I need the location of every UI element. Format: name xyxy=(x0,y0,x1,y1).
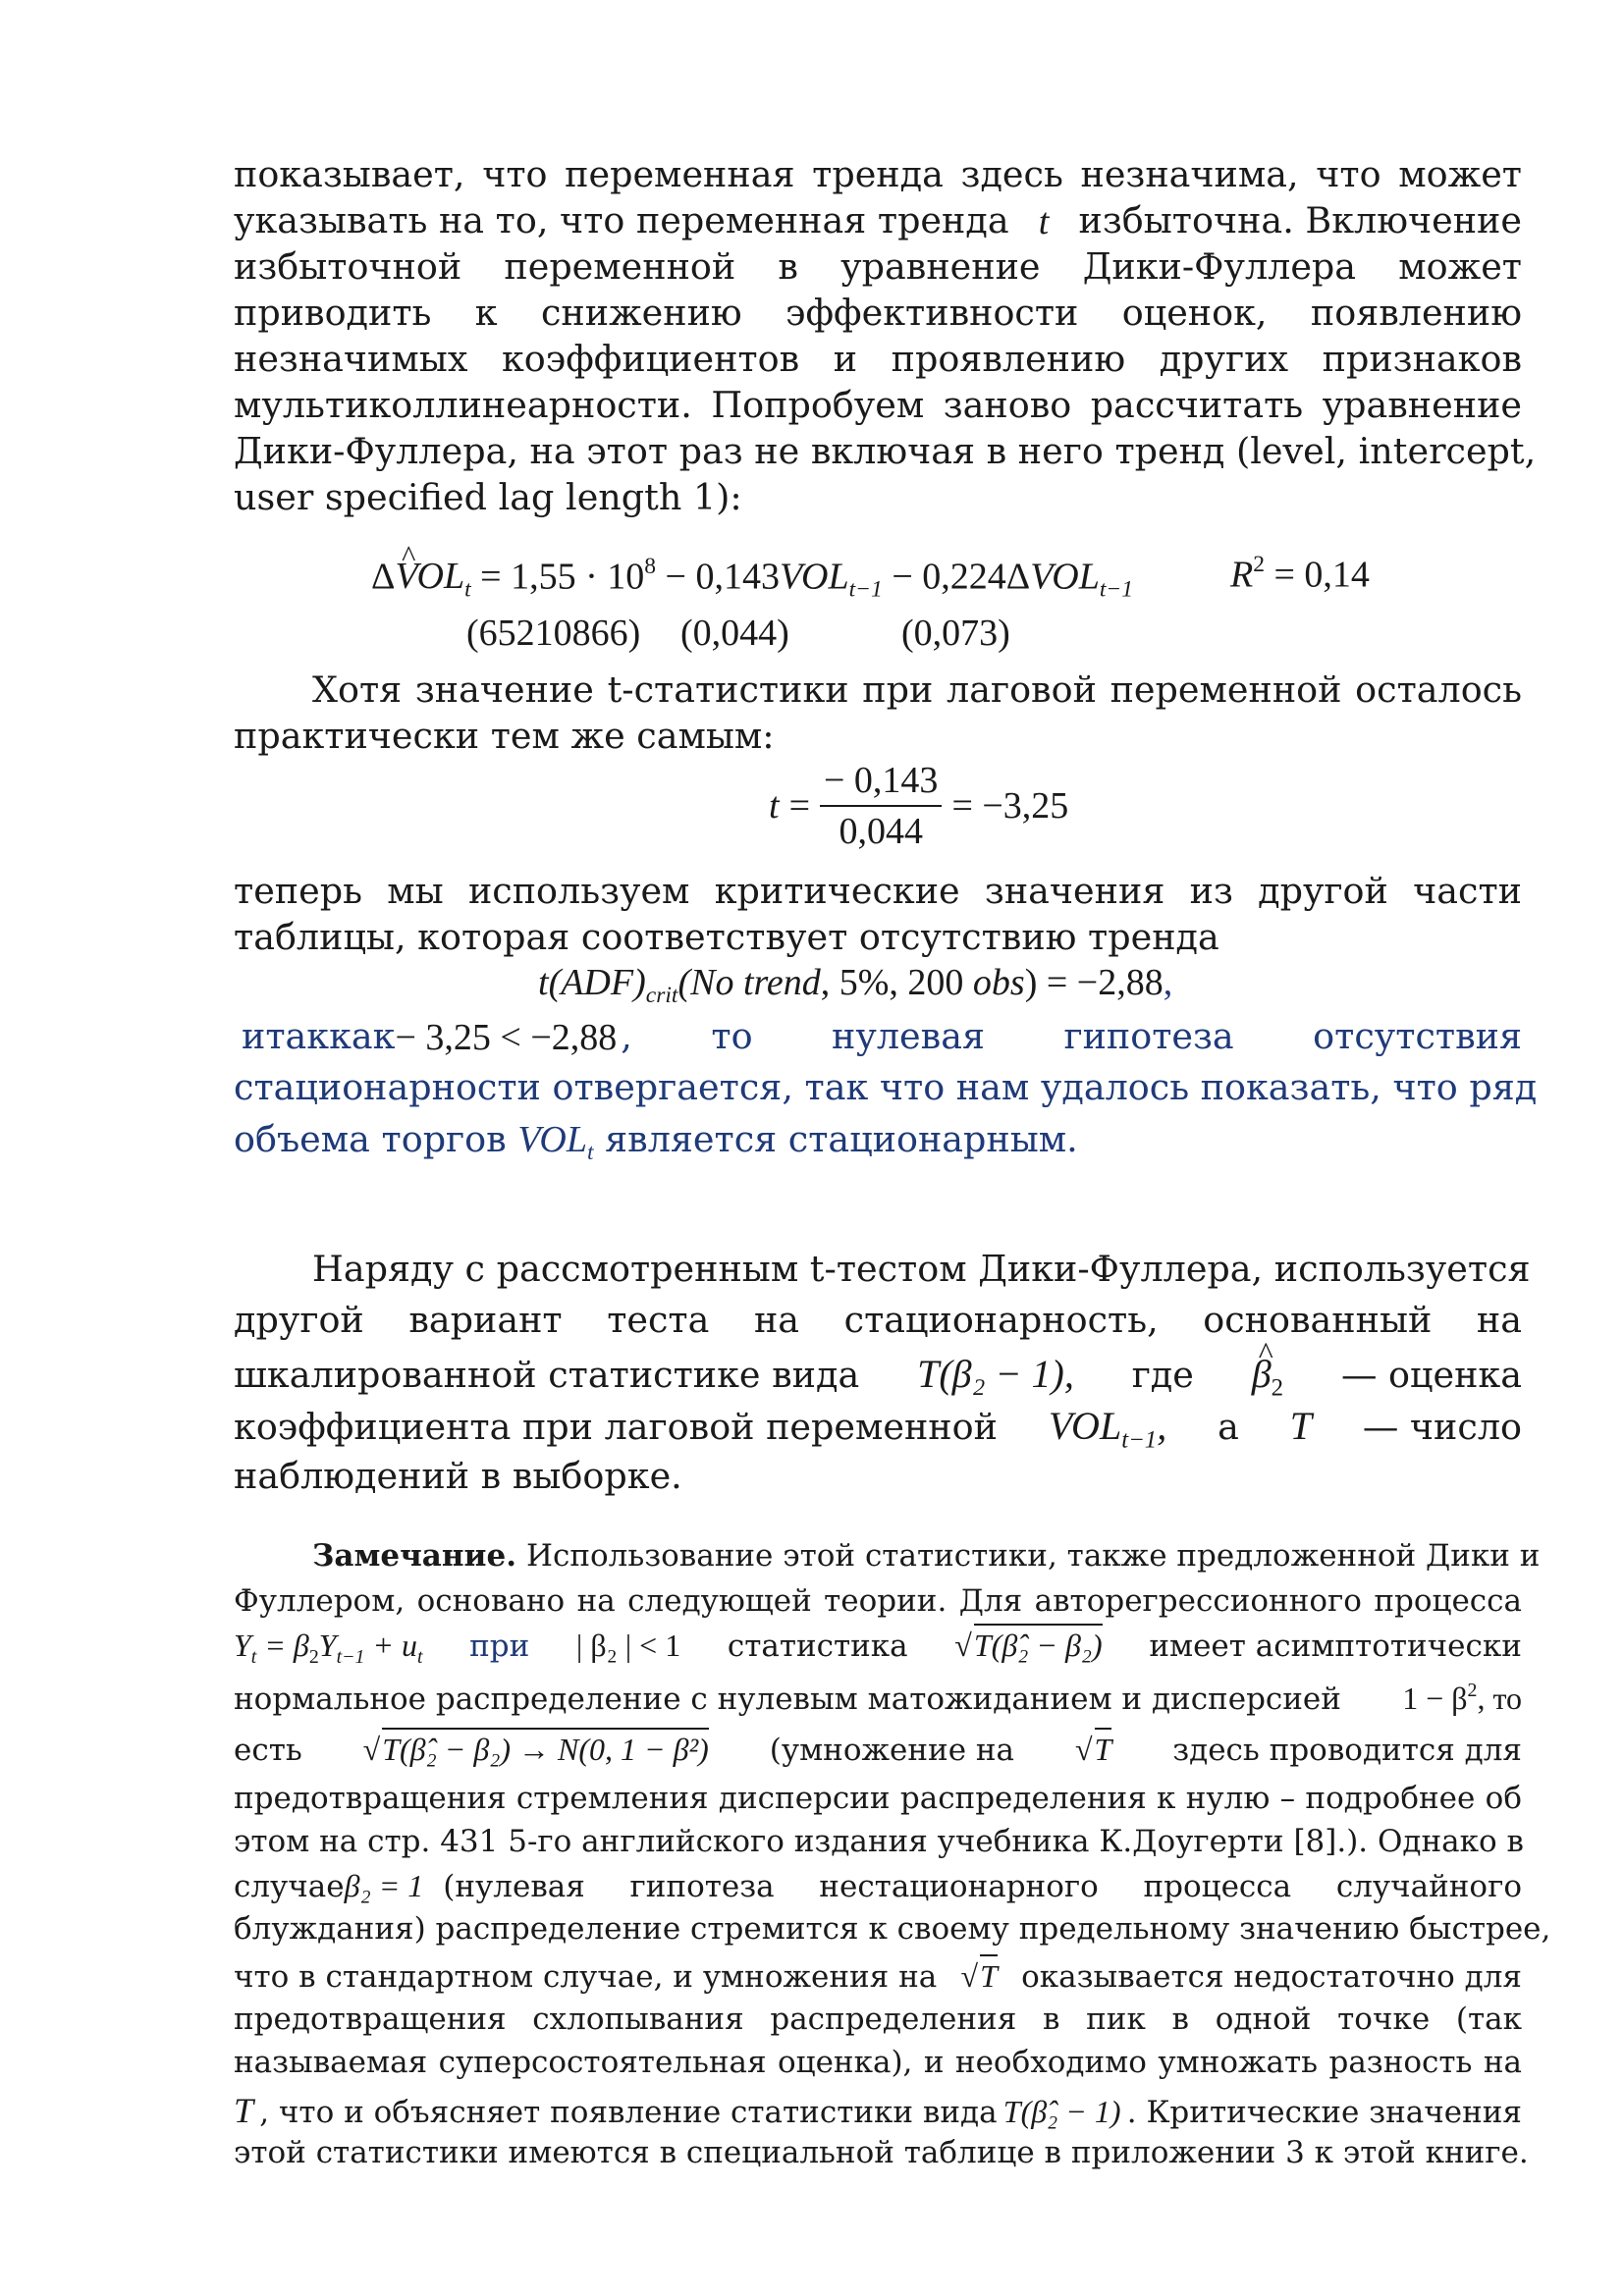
p4-word-and: и xyxy=(242,1015,266,1057)
paragraph1-line2 xyxy=(234,199,1522,242)
remark-line7: этом на стр. 431 5-го английского издания учебника К.Доугерти [8].). Однако в xyxy=(234,1824,1525,1859)
lhs-variable: ^ VOL xyxy=(395,558,464,595)
paragraph1-line4: приводить к снижению эффективности оценок, появлению xyxy=(234,292,1522,334)
paragraph1-line3: избыточной переменной в уравнение Дики-Фуллера может xyxy=(234,245,1522,288)
t-numerator: − 0,143 xyxy=(820,762,942,807)
remark-case: случае xyxy=(234,1869,345,1904)
p4-vol xyxy=(517,1119,594,1166)
remark-line13 xyxy=(234,2093,1522,2128)
remark-line13-text: , что и объясняет появление статистики вида xyxy=(259,2095,998,2130)
remark-line11: предотвращения схлопывания распределения в пик в одной точке (так xyxy=(234,2002,1522,2037)
sqrt-T-content: T xyxy=(1095,1728,1112,1767)
paragraph4-line1 xyxy=(234,1015,1522,1058)
intercept-exponent: 8 xyxy=(644,554,657,579)
diff-variable: VOL xyxy=(1030,556,1100,598)
p5-where: где xyxy=(1131,1354,1194,1396)
remark-asymptotic: имеет асимптотически xyxy=(1149,1629,1522,1664)
remark-multiply: (умножение на xyxy=(769,1733,1015,1768)
trend-variable: t xyxy=(1038,201,1050,242)
remark-that-is: есть xyxy=(234,1733,302,1768)
remark-T: T xyxy=(234,2091,254,2130)
remark-line4-text: нормальное распределение с нулевым матожиданием и дисперсией xyxy=(234,1681,1341,1717)
t-denominator: 0,044 xyxy=(839,811,923,852)
remark-condition: | β₂ | < 1 xyxy=(575,1628,681,1663)
remark-line5-end: здесь проводится для xyxy=(1172,1733,1522,1768)
paragraph5-line1: Наряду с рассмотренным t-тестом Дики-Фуллера, используется xyxy=(312,1248,1531,1290)
lag-subscript: t−1 xyxy=(848,576,883,603)
remark-line4-end: , то xyxy=(1477,1680,1522,1716)
r2-value: = 0,14 xyxy=(1265,554,1370,596)
p4-vol-sub: t xyxy=(586,1140,594,1166)
remark-line10-start: что в стандартном случае, и умножения на xyxy=(234,1959,938,1995)
p5-T: T xyxy=(1289,1404,1312,1448)
lag-variable: VOL xyxy=(779,556,849,598)
remark-sqrt-content: T(β̂₂ − β₂) xyxy=(974,1624,1103,1663)
paragraph5-line4 xyxy=(234,1404,1522,1454)
p5-beta-hat xyxy=(1251,1352,1284,1402)
remark-statistic: статистика xyxy=(727,1629,908,1664)
remark-variance: $1 - \beta^2$, то xyxy=(1402,1680,1522,1716)
p5-vol-var: VOL xyxy=(1048,1404,1122,1448)
remark-line2: Фуллером, основано на следующей теории. Для авторегрессионного процесса xyxy=(234,1583,1522,1619)
p4-inequality: − 3,25 < −2,88 xyxy=(395,1017,618,1058)
lhs-subscript: t xyxy=(464,576,471,603)
no-trend-arg: (No trend xyxy=(677,962,821,1003)
obs-label: obs xyxy=(972,962,1025,1003)
p5-beta-sub: 2 xyxy=(1271,1374,1284,1402)
p5-vol-lag xyxy=(1048,1404,1167,1454)
r-squared xyxy=(1230,552,1370,596)
remark-line3 xyxy=(234,1629,1522,1668)
paragraph3-line1: теперь мы используем критические значения из другой части xyxy=(234,870,1522,912)
p5-line4-start: коэффициента при лаговой переменной xyxy=(234,1406,998,1448)
paragraph5-line5: наблюдений в выборке. xyxy=(234,1455,682,1497)
remark-line10-end: оказывается недостаточно для xyxy=(1021,1959,1522,1995)
remark-sqrt-T2: √T xyxy=(961,1960,998,1992)
remark-sqrt-expr: √T(β̂₂ − β₂) xyxy=(954,1629,1102,1661)
variance-expr: 1 − β xyxy=(1402,1680,1468,1716)
paragraph1-line6: мультиколлинеарности. Попробуем заново рассчитать уравнение xyxy=(234,384,1522,426)
remark-unit-root: β₂ = 1 xyxy=(344,1868,424,1903)
r2-exponent: 2 xyxy=(1253,552,1265,577)
p5-and: а xyxy=(1218,1406,1239,1448)
equals-sign: = xyxy=(788,785,810,827)
remark-line1-text: Использование этой статистики, также предложенной Дики и xyxy=(525,1538,1541,1574)
diff-coefficient: − 0,224Δ xyxy=(882,556,1031,598)
t-statistic-equation xyxy=(769,762,1068,850)
intercept-value: = 1,55 · 10 xyxy=(480,556,645,598)
t-fraction xyxy=(820,762,942,850)
t-result: = −3,25 xyxy=(951,785,1069,827)
adf-label: (ADF) xyxy=(548,962,646,1003)
p4-word-so: так xyxy=(265,1015,330,1057)
paragraph1-line8: user specified lag length 1): xyxy=(234,476,742,518)
remark-convergence: √T(β̂₂ − β₂) → N(0, 1 − β²) xyxy=(363,1734,709,1765)
remark-when: при xyxy=(469,1629,530,1664)
p5-line3-start: шкалированной статистике вида xyxy=(234,1354,860,1396)
remark-sqrt-T: √T xyxy=(1075,1734,1111,1765)
p5-number: — число xyxy=(1362,1406,1522,1448)
remark-line8-end: (нулевая гипотеза нестационарного процесса случайного xyxy=(443,1869,1522,1904)
paragraph5-line2: другой вариант теста на стационарность, основанный на xyxy=(234,1299,1522,1341)
diff-subscript: t−1 xyxy=(1099,576,1134,603)
paragraph1-line1: показывает, что переменная тренда здесь незначима, что может xyxy=(234,153,1522,195)
remark-line5 xyxy=(234,1734,1522,1766)
paragraph1-line2-text: указывать на то, что переменная тренда xyxy=(234,199,1009,241)
remark-line10 xyxy=(234,1960,1522,1993)
crit-subscript: crit xyxy=(645,983,678,1009)
ar-process: $Y_t = \beta_2Y_{t-1} + u_t$ xyxy=(234,1628,423,1668)
remark-line13-end: . Критические значения xyxy=(1126,2095,1522,2130)
p4-rest: , то нулевая гипотеза отсутствия xyxy=(621,1015,1522,1057)
p5-comma: , xyxy=(1157,1404,1167,1448)
sqrt-T2-content: T xyxy=(980,1954,998,1994)
crit-comma: , xyxy=(1163,962,1173,1003)
crit-args: , 5%, 200 xyxy=(820,962,964,1003)
std-error-3: (0,073) xyxy=(901,613,1010,654)
paragraph2-line1: Хотя значение t-статистики при лаговой переменной осталось xyxy=(312,668,1522,711)
lag-coefficient: − 0,143 xyxy=(656,556,780,598)
remark-line9: блуждания) распределение стремится к своему предельному значению быстрее, xyxy=(234,1911,1551,1947)
remark-line6: предотвращения стремления дисперсии распределения к нулю – подробнее об xyxy=(234,1781,1522,1816)
convergence-expr: T(β̂₂ − β₂) → N(0, 1 − β²) xyxy=(382,1728,709,1767)
p5-beta: ^ β xyxy=(1252,1355,1272,1394)
p4-rest-wrap xyxy=(617,1015,1522,1057)
remark-line4 xyxy=(234,1682,1522,1715)
remark-scaled-stat: T(β̂₂ − 1) xyxy=(1002,2094,1121,2129)
paragraph4-line2: стационарности отвергается, так что нам удалось показать, что ряд xyxy=(234,1066,1538,1108)
r2-label: R xyxy=(1230,554,1254,596)
std-error-1: (65210866) xyxy=(466,613,641,654)
remark-line1 xyxy=(234,1538,1541,1574)
p5-estimate: — оценка xyxy=(1340,1354,1522,1396)
std-error-2: (0,044) xyxy=(680,613,789,654)
paragraph5-line3 xyxy=(234,1352,1522,1402)
paragraph3-line2: таблицы, которая соответствует отсутствию тренда xyxy=(234,916,1219,958)
p4-line3-start: объема торгов xyxy=(234,1118,507,1160)
p5-vol-sub: t−1 xyxy=(1121,1426,1158,1454)
crit-result: ) = −2,88 xyxy=(1024,962,1164,1003)
delta-symbol: Δ xyxy=(371,556,396,598)
remark-line8 xyxy=(234,1870,1522,1902)
equation-regression xyxy=(371,556,1133,602)
critical-value-equation xyxy=(538,964,1172,1008)
t-symbol: t xyxy=(769,785,780,827)
ar-y: Y xyxy=(234,1628,251,1663)
crit-t: t xyxy=(538,962,549,1003)
p4-line3-end: является стационарным. xyxy=(605,1118,1078,1160)
p4-word-as: как xyxy=(329,1015,396,1057)
paragraph1-line5: незначимых коэффициентов и проявлению других признаков xyxy=(234,338,1522,380)
paragraph1-line7: Дики-Фуллера, на этот раз не включая в него тренд (level, intercept, xyxy=(234,430,1537,472)
remark-title: Замечание. xyxy=(312,1538,517,1574)
p5-scaled-stat: T(β₂ − 1), xyxy=(917,1352,1074,1396)
remark-line12: называемая суперсостоятельная оценка), и необходимо умножать разность на xyxy=(234,2045,1522,2080)
paragraph4-line3 xyxy=(234,1118,1522,1166)
paragraph2-line2: практически тем же самым: xyxy=(234,715,775,757)
p4-vol-var: VOL xyxy=(517,1119,587,1160)
paragraph1-line2-end: избыточна. Включение xyxy=(1078,199,1522,241)
remark-line14: этой статистики имеются в специальной таблице в приложении 3 к этой книге. xyxy=(234,2135,1529,2170)
